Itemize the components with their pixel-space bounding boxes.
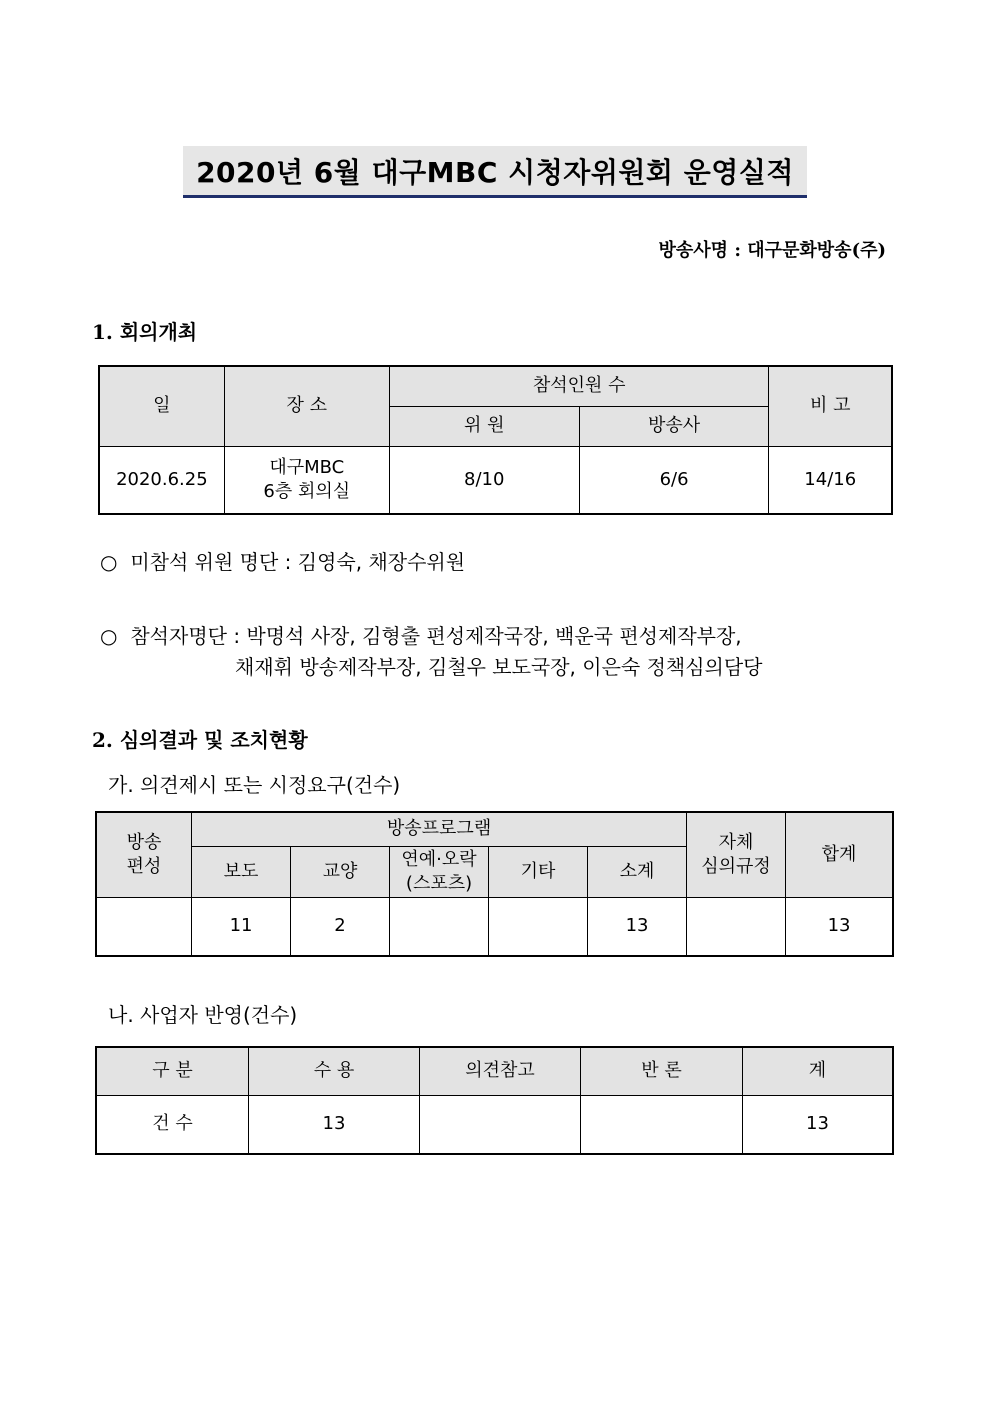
header-category: 구 분 xyxy=(97,1048,249,1096)
section-2-heading: 2. 심의결과 및 조치현황 xyxy=(92,728,308,752)
header-sum: 계 xyxy=(743,1048,893,1096)
header-schedule-2: 편성 xyxy=(126,856,162,877)
cell-row-label: 건 수 xyxy=(97,1096,249,1154)
cell-subtotal: 13 xyxy=(588,898,687,956)
header-self-1: 자체 xyxy=(718,831,754,853)
cell-broadcaster: 6/6 xyxy=(579,447,769,514)
broadcaster-name: 방송사명 : 대구문화방송(주) xyxy=(658,240,886,261)
cell-total: 13 xyxy=(786,898,893,956)
header-attendance: 참석인원 수 xyxy=(389,367,769,407)
cell-reference xyxy=(420,1096,581,1154)
cell-sum: 13 xyxy=(743,1096,893,1154)
cell-date: 2020.6.25 xyxy=(100,447,225,514)
cell-rebuttal xyxy=(581,1096,743,1154)
absent-list xyxy=(100,546,465,575)
header-entertainment xyxy=(390,847,489,898)
absent-text: 미참석 위원 명단 : 김영숙, 채장수위원 xyxy=(130,550,466,574)
bullet-circle-icon: ○ xyxy=(100,624,118,648)
header-note: 비 고 xyxy=(769,367,892,447)
header-self-review xyxy=(687,813,786,898)
bullet-circle-icon: ○ xyxy=(100,550,118,574)
header-total: 합계 xyxy=(786,813,893,898)
header-rebuttal: 반 론 xyxy=(581,1048,743,1096)
cell-place xyxy=(224,447,389,514)
reflection-table xyxy=(96,1047,893,1154)
subsection-b-heading: 나. 사업자 반영(건수) xyxy=(108,1003,298,1027)
attendee-text-2: 채재휘 방송제작부장, 김철우 보도국장, 이은숙 정책심의담당 xyxy=(235,655,763,679)
header-schedule xyxy=(97,813,192,898)
cell-other xyxy=(489,898,588,956)
review-table xyxy=(96,812,893,956)
header-ent-1: 연예·오락 xyxy=(401,848,477,870)
header-subtotal: 소계 xyxy=(588,847,687,898)
place-line-2: 6층 회의실 xyxy=(263,481,351,502)
cell-news: 11 xyxy=(192,898,291,956)
header-news: 보도 xyxy=(192,847,291,898)
header-broadcaster: 방송사 xyxy=(579,407,769,447)
cell-note: 14/16 xyxy=(769,447,892,514)
cell-members: 8/10 xyxy=(389,447,579,514)
cell-entertainment xyxy=(390,898,489,956)
header-other: 기타 xyxy=(489,847,588,898)
header-self-2: 심의규정 xyxy=(701,856,771,877)
header-ent-2: (스포츠) xyxy=(405,873,473,894)
header-program: 방송프로그램 xyxy=(192,813,687,847)
attendee-text-1: 참석자명단 : 박명석 사장, 김형출 편성제작국장, 백운국 편성제작부장, xyxy=(130,624,742,648)
cell-accept: 13 xyxy=(249,1096,420,1154)
meeting-table xyxy=(99,366,892,514)
cell-self-review xyxy=(687,898,786,956)
title-box xyxy=(183,146,807,198)
cell-schedule xyxy=(97,898,192,956)
cell-culture: 2 xyxy=(291,898,390,956)
header-reference: 의견참고 xyxy=(420,1048,581,1096)
page-title: 2020년 6월 대구MBC 시청자위원회 운영실적 xyxy=(196,155,794,189)
header-place: 장 소 xyxy=(224,367,389,447)
header-culture: 교양 xyxy=(291,847,390,898)
subsection-a-heading: 가. 의견제시 또는 시정요구(건수) xyxy=(108,773,401,797)
header-members: 위 원 xyxy=(389,407,579,447)
attendee-list xyxy=(100,620,742,649)
header-schedule-1: 방송 xyxy=(126,831,162,853)
section-1-heading: 1. 회의개최 xyxy=(92,320,198,344)
place-line-1: 대구MBC xyxy=(269,456,345,478)
header-date: 일 xyxy=(100,367,225,447)
header-accept: 수 용 xyxy=(249,1048,420,1096)
